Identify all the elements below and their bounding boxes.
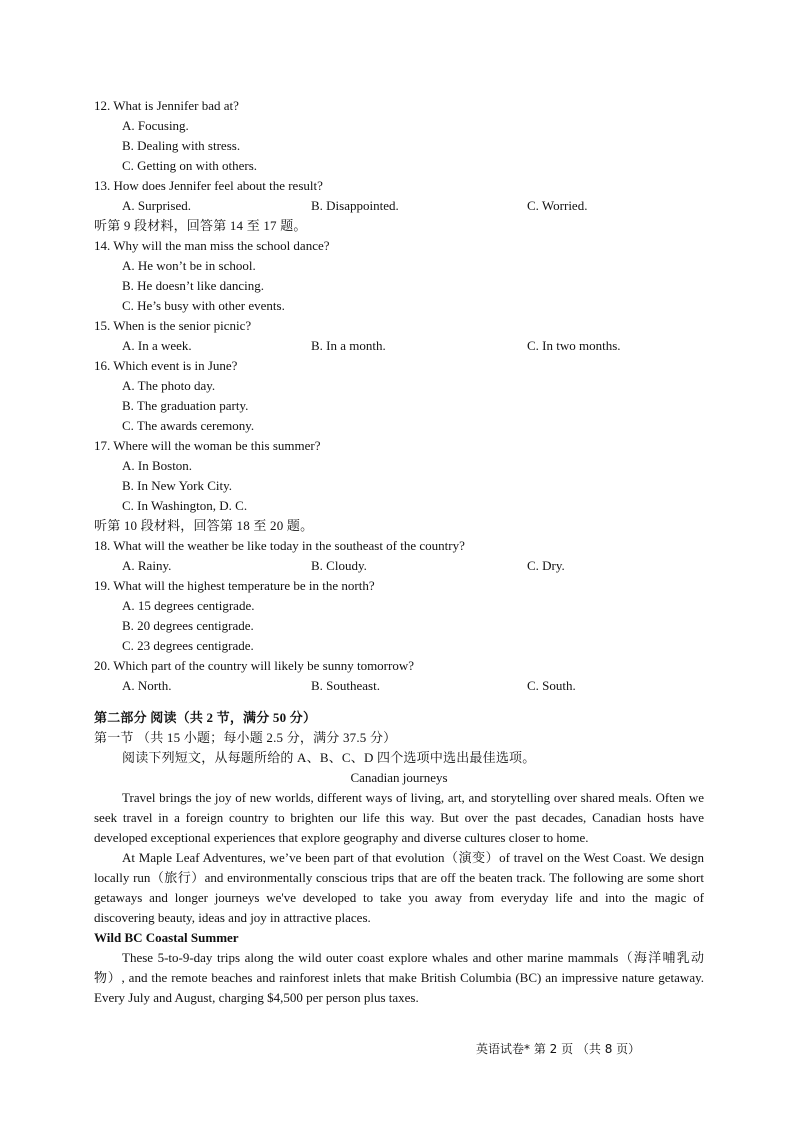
passage-paragraph: Travel brings the joy of new worlds, different ways of living, art, and storytelling over shared meals. Often we seek travel in a foreign country to brighten our life this way. But over the past decades, Canadian hosts have developed exceptional experiences that explore geography and diverse cultures closer to home. — [94, 790, 704, 845]
question-stem: 16. Which event is in June? — [94, 358, 238, 373]
question-stem: 13. How does Jennifer feel about the result? — [94, 178, 323, 193]
answer-option: B. In New York City. — [122, 478, 233, 493]
answer-option: B. He doesn’t like dancing. — [122, 278, 265, 293]
answer-option: C. In Washington, D. C. — [122, 498, 248, 513]
option-row — [94, 556, 704, 576]
question-stem: 19. What will the highest temperature be in the north? — [94, 578, 375, 593]
answer-option: B. 20 degrees centigrade. — [122, 618, 254, 633]
answer-option: B. Southeast. — [311, 678, 380, 693]
answer-option: B. The graduation party. — [122, 398, 249, 413]
option-row — [94, 676, 704, 696]
section-instruction: 听第 10 段材料，回答第 18 至 20 题。 — [94, 518, 314, 533]
answer-option: B. In a month. — [311, 338, 386, 353]
answer-option: C. South. — [527, 678, 576, 693]
part-heading: 第二部分 阅读（共 2 节，满分 50 分） — [94, 710, 317, 725]
answer-option: A. Surprised. — [122, 198, 191, 213]
question-group — [94, 96, 704, 216]
passage-title: Canadian journeys — [350, 770, 448, 785]
answer-option: B. Disappointed. — [311, 198, 399, 213]
option-row — [94, 196, 704, 216]
question-stem: 15. When is the senior picnic? — [94, 318, 252, 333]
answer-option: C. The awards ceremony. — [122, 418, 255, 433]
question-stem: 17. Where will the woman be this summer? — [94, 438, 321, 453]
answer-option: A. He won’t be in school. — [122, 258, 256, 273]
question-stem: 14. Why will the man miss the school dance? — [94, 238, 330, 253]
answer-option: C. Dry. — [527, 558, 565, 573]
section-heading: 第一节 （共 15 小题；每小题 2.5 分，满分 37.5 分） — [94, 730, 397, 745]
question-group — [94, 236, 704, 516]
page-footer: 英语试卷* 第 2 页 （共 8 页） — [476, 1042, 641, 1056]
question-stem: 20. Which part of the country will likely be sunny tomorrow? — [94, 658, 414, 673]
answer-option: A. The photo day. — [122, 378, 216, 393]
answer-option: B. Dealing with stress. — [122, 138, 241, 153]
exam-page — [94, 96, 704, 1008]
answer-option: C. He’s busy with other events. — [122, 298, 285, 313]
question-stem: 12. What is Jennifer bad at? — [94, 98, 239, 113]
answer-option: A. In Boston. — [122, 458, 193, 473]
passage-paragraph: These 5-to-9-day trips along the wild outer coast explore whales and other marine mammals（海洋哺乳动物）, and the remote beaches and rainforest inlets that make British Columbia (BC) an impressive nature getaway. Every July and August, charging $4,500 per person plus taxes. — [94, 950, 704, 1005]
answer-option: C. In two months. — [527, 338, 621, 353]
answer-option: C. 23 degrees centigrade. — [122, 638, 254, 653]
answer-option: A. North. — [122, 678, 172, 693]
passage-subheading: Wild BC Coastal Summer — [94, 930, 239, 945]
question-stem: 18. What will the weather be like today in the southeast of the country? — [94, 538, 465, 553]
answer-option: A. 15 degrees centigrade. — [122, 598, 255, 613]
answer-option: C. Getting on with others. — [122, 158, 258, 173]
answer-option: A. Focusing. — [122, 118, 189, 133]
answer-option: A. In a week. — [122, 338, 192, 353]
question-group — [94, 536, 704, 696]
reading-instruction: 阅读下列短文，从每题所给的 A、B、C、D 四个选项中选出最佳选项。 — [122, 750, 536, 765]
answer-option: C. Worried. — [527, 198, 588, 213]
section-instruction: 听第 9 段材料，回答第 14 至 17 题。 — [94, 218, 307, 233]
answer-option: A. Rainy. — [122, 558, 172, 573]
passage-paragraph: At Maple Leaf Adventures, we’ve been part of that evolution（演变）of travel on the West Coast. We design locally run（旅行）and environmentally conscious trips that are off the beaten track. The following are some short getaways and longer journeys we've developed to take you away from everyday life and into the magic of discovering beauty, ideas and joy in attractive places. — [94, 850, 704, 925]
option-row — [94, 336, 704, 356]
answer-option: B. Cloudy. — [311, 558, 367, 573]
